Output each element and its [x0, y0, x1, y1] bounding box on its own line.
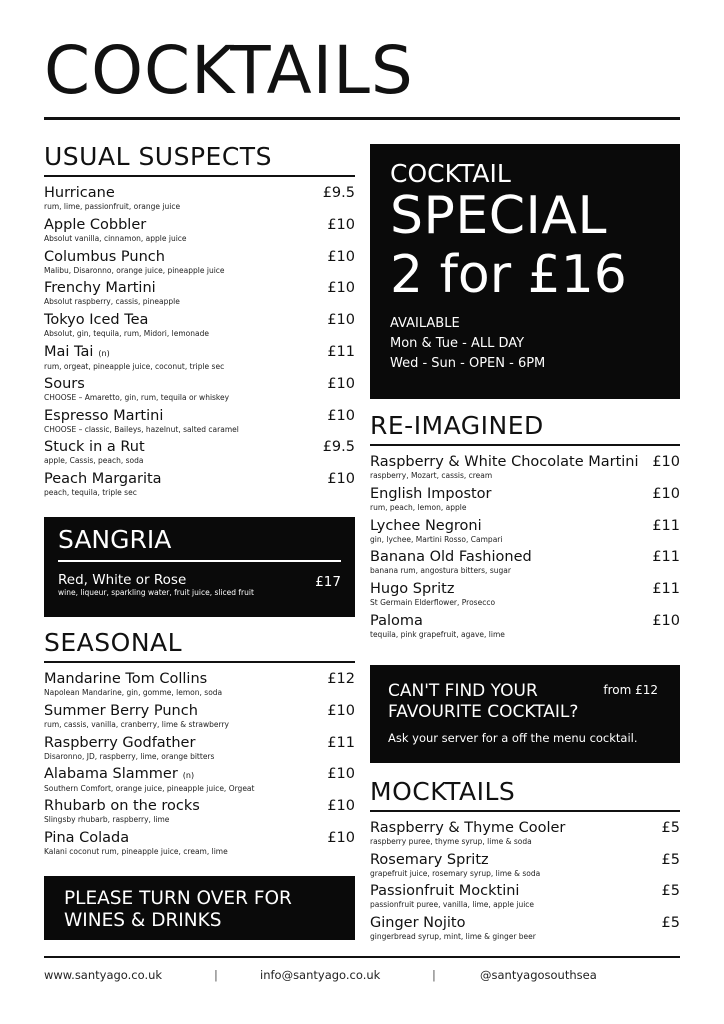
menu-item-description: gingerbread syrup, mint, lime & ginger beer	[370, 932, 536, 942]
menu-item-name-text: Hurricane	[44, 185, 115, 201]
special-times-1: Mon & Tue - ALL DAY	[390, 336, 525, 351]
special-line-2: SPECIAL	[390, 186, 607, 246]
menu-item-description: rum, cassis, vanilla, cranberry, lime & strawberry	[44, 719, 229, 729]
menu-item-price: £10	[327, 407, 355, 424]
menu-item-price: £10	[327, 280, 355, 297]
menu-item-price: £10	[327, 766, 355, 783]
menu-item-name-text: Summer Berry Punch	[44, 702, 198, 719]
menu-item-price: £10	[327, 216, 355, 233]
menu-item	[44, 798, 355, 830]
menu-item	[44, 249, 355, 281]
bottom-divider	[44, 956, 680, 958]
menu-item-price: £10	[327, 375, 355, 392]
reimagined-list	[370, 454, 680, 645]
menu-item-name-text: Columbus Punch	[44, 248, 165, 265]
menu-item	[44, 280, 355, 312]
reimagined-heading: RE-IMAGINED	[370, 413, 680, 446]
menu-item-name-text: Passionfruit Mocktini	[370, 883, 520, 900]
menu-item-name	[44, 703, 355, 720]
menu-item-name-text: Lychee Negroni	[370, 517, 482, 534]
left-column	[44, 144, 355, 940]
menu-item-description: CHOOSE – classic, Baileys, hazelnut, salted caramel	[44, 424, 239, 434]
menu-item-name	[370, 518, 680, 535]
menu-item	[44, 703, 355, 735]
menu-item-description: Absolut raspberry, cassis, pineapple	[44, 297, 180, 307]
menu-item-price: £11	[327, 343, 355, 360]
sangria-box	[44, 517, 355, 617]
menu-item-price: £5	[661, 851, 680, 868]
menu-item-price: £5	[661, 915, 680, 932]
menu-item-description: Absolut, gin, tequila, rum, Midori, lemonade	[44, 329, 209, 339]
menu-item-name-text: Ginger Nojito	[370, 915, 466, 932]
menu-item-description: Slingsby rhubarb, raspberry, lime	[44, 815, 170, 825]
menu-item-name	[370, 883, 680, 900]
menu-item-description: Southern Comfort, orange juice, pineapple juice, Orgeat	[44, 784, 255, 794]
menu-item	[44, 312, 355, 344]
menu-item-name	[44, 376, 355, 393]
sangria-desc: wine, liqueur, sparkling water, fruit juice, sliced fruit	[58, 587, 254, 597]
menu-item-name-text: Stuck in a Rut	[44, 439, 145, 456]
menu-item-name-text: Alabama Slammer	[44, 766, 178, 783]
menu-item	[44, 217, 355, 249]
menu-item	[370, 613, 680, 645]
sangria-price: £17	[315, 573, 341, 590]
menu-item-name-text: Mai Tai	[44, 343, 94, 360]
menu-item-name	[370, 486, 680, 503]
menu-item-description: grapefruit juice, rosemary syrup, lime & soda	[370, 868, 541, 878]
menu-item-price: £9.5	[322, 185, 355, 201]
menu-item-description: raspberry puree, thyme syrup, lime & soda	[370, 836, 532, 846]
menu-item-name-text: Pina Colada	[44, 829, 130, 846]
menu-item-name	[44, 312, 355, 329]
menu-item-name-text: Raspberry Godfather	[44, 734, 196, 751]
menu-item-name-text: Frenchy Martini	[44, 280, 156, 297]
menu-item	[44, 735, 355, 767]
menu-item-name	[370, 454, 680, 471]
menu-item-name	[44, 671, 355, 688]
special-available-label: AVAILABLE	[390, 316, 460, 331]
menu-item	[370, 518, 680, 550]
menu-item-description: Malibu, Disaronno, orange juice, pineapple juice	[44, 265, 225, 275]
menu-item-price: £11	[652, 581, 680, 598]
footer-website-link[interactable]: www.santyago.co.uk	[44, 968, 163, 982]
special-times-2: Wed - Sun - OPEN - 6PM	[390, 356, 546, 371]
menu-item	[370, 883, 680, 915]
sangria-heading: SANGRIA	[58, 527, 341, 562]
footer-separator-2: |	[432, 968, 436, 982]
menu-item-price: £10	[652, 454, 680, 470]
menu-item-description: rum, lime, passionfruit, orange juice	[44, 202, 181, 211]
menu-item	[370, 915, 680, 947]
menu-item-price: £10	[327, 312, 355, 329]
menu-item-note: (n)	[182, 771, 195, 781]
menu-item	[44, 671, 355, 703]
menu-item-name	[370, 820, 680, 837]
menu-item-price: £12	[327, 670, 355, 687]
menu-item-price: £5	[661, 819, 680, 836]
special-offer: 2 for £16	[390, 245, 627, 305]
menu-item-name-text: Tokyo Iced Tea	[44, 312, 149, 329]
right-column	[370, 144, 680, 947]
menu-item-name-text: Raspberry & White Chocolate Martini	[370, 454, 639, 470]
menu-item-name	[44, 471, 355, 488]
menu-item-price: £10	[327, 471, 355, 488]
menu-item-name-text: Hugo Spritz	[370, 581, 455, 598]
menu-item-description: Disaronno, JD, raspberry, lime, orange bitters	[44, 751, 215, 761]
menu-item-description: St Germain Elderflower, Prosecco	[370, 598, 496, 608]
menu-item-description: gin, lychee, Martini Rosso, Campari	[370, 534, 503, 544]
footer-separator-1: |	[214, 968, 218, 982]
menu-item-description: passionfruit puree, vanilla, lime, apple juice	[370, 900, 535, 910]
menu-item-description: CHOOSE – Amaretto, gin, rum, tequila or whiskey	[44, 392, 230, 402]
menu-item-price: £10	[327, 829, 355, 846]
menu-item-name	[44, 408, 355, 425]
mocktails-list	[370, 820, 680, 947]
menu-item-name-text: Mandarine Tom Collins	[44, 670, 208, 687]
menu-item	[370, 454, 680, 486]
menu-item-description: tequila, pink grapefruit, agave, lime	[370, 629, 505, 639]
menu-item-name-text: Rosemary Spritz	[370, 851, 489, 868]
menu-item-name	[44, 280, 355, 297]
menu-item	[44, 185, 355, 217]
menu-item-name	[370, 915, 680, 932]
turn-over-line-2: WINES & DRINKS	[64, 909, 222, 931]
menu-item-price: £10	[652, 612, 680, 629]
menu-item-description: rum, orgeat, pineapple juice, coconut, triple sec	[44, 361, 225, 371]
page-title: COCKTAILS	[44, 32, 414, 109]
menu-item	[44, 344, 355, 376]
menu-item-name	[370, 613, 680, 630]
menu-item-name-text: Rhubarb on the rocks	[44, 798, 200, 815]
menu-item	[44, 439, 355, 471]
menu-item-name	[44, 249, 355, 266]
menu-item-description: apple, Cassis, peach, soda	[44, 456, 144, 466]
menu-item-name	[44, 766, 355, 784]
menu-item-name-text: English Impostor	[370, 485, 492, 502]
menu-item	[44, 766, 355, 798]
menu-item-description: banana rum, angostura bitters, sugar	[370, 566, 511, 576]
menu-item-name	[44, 735, 355, 752]
menu-item-name	[44, 798, 355, 815]
menu-item-price: £9.5	[322, 439, 355, 456]
top-divider	[44, 117, 680, 120]
footer-social-link[interactable]: @santyagosouthsea	[480, 968, 597, 982]
menu-item	[44, 830, 355, 862]
menu-item-name-text: Banana Old Fashioned	[370, 549, 532, 566]
turn-over-box	[44, 876, 355, 940]
menu-item-name	[44, 439, 355, 456]
menu-item	[44, 408, 355, 440]
turn-over-line-1: PLEASE TURN OVER FOR	[64, 887, 292, 909]
menu-item	[370, 852, 680, 884]
menu-item-name	[44, 185, 355, 202]
menu-item	[44, 471, 355, 503]
menu-item-name-text: Raspberry & Thyme Cooler	[370, 819, 566, 836]
menu-item-name	[370, 581, 680, 598]
menu-item-name-text: Paloma	[370, 612, 423, 629]
cant-find-price: from £12	[603, 682, 658, 697]
cant-find-line-1: CAN'T FIND YOUR	[388, 680, 538, 701]
menu-item	[370, 820, 680, 852]
special-line-1: COCKTAIL	[390, 159, 511, 188]
menu-item-name	[44, 217, 355, 234]
menu-item-name	[44, 830, 355, 847]
menu-item-price: £11	[652, 549, 680, 566]
menu-item-price: £10	[327, 798, 355, 815]
menu-item-price: £5	[661, 883, 680, 900]
cant-find-line-2: FAVOURITE COCKTAIL?	[388, 701, 579, 722]
menu-item-price: £10	[327, 702, 355, 719]
cocktail-special-box	[370, 144, 680, 399]
seasonal-list	[44, 671, 355, 862]
menu-item-price: £10	[652, 485, 680, 502]
menu-item	[370, 549, 680, 581]
menu-item-name-text: Apple Cobbler	[44, 216, 147, 233]
seasonal-heading: SEASONAL	[44, 630, 355, 663]
sangria-name: Red, White or Rose	[58, 571, 187, 588]
menu-item	[44, 376, 355, 408]
footer-email-link[interactable]: info@santyago.co.uk	[260, 968, 381, 982]
menu-item-price: £10	[327, 248, 355, 265]
menu-item-description: Napolean Mandarine, gin, gomme, lemon, soda	[44, 687, 223, 697]
menu-item-description: Kalani coconut rum, pineapple juice, cream, lime	[44, 846, 228, 856]
cant-find-subtext: Ask your server for a off the menu cocktail.	[388, 730, 638, 745]
usual-suspects-heading: USUAL SUSPECTS	[44, 144, 355, 177]
menu-item-name-text: Espresso Martini	[44, 407, 164, 424]
menu-item-name-text: Peach Margarita	[44, 471, 162, 488]
menu-item	[370, 486, 680, 518]
menu-item-price: £11	[652, 517, 680, 534]
menu-item-name	[44, 344, 355, 362]
menu-item-note: (n)	[98, 348, 110, 358]
menu-item-description: peach, tequila, triple sec	[44, 488, 137, 498]
usual-suspects-list	[44, 185, 355, 503]
cant-find-box	[370, 665, 680, 763]
mocktails-heading: MOCKTAILS	[370, 779, 680, 812]
menu-item-price: £11	[327, 734, 355, 751]
menu-item	[370, 581, 680, 613]
menu-item-description: raspberry, Mozart, cassis, cream	[370, 471, 493, 480]
menu-item-name-text: Sours	[44, 375, 85, 392]
menu-item-description: Absolut vanilla, cinnamon, apple juice	[44, 233, 187, 243]
menu-item-name	[370, 549, 680, 566]
menu-item-name	[370, 852, 680, 869]
menu-item-description: rum, peach, lemon, apple	[370, 502, 467, 512]
